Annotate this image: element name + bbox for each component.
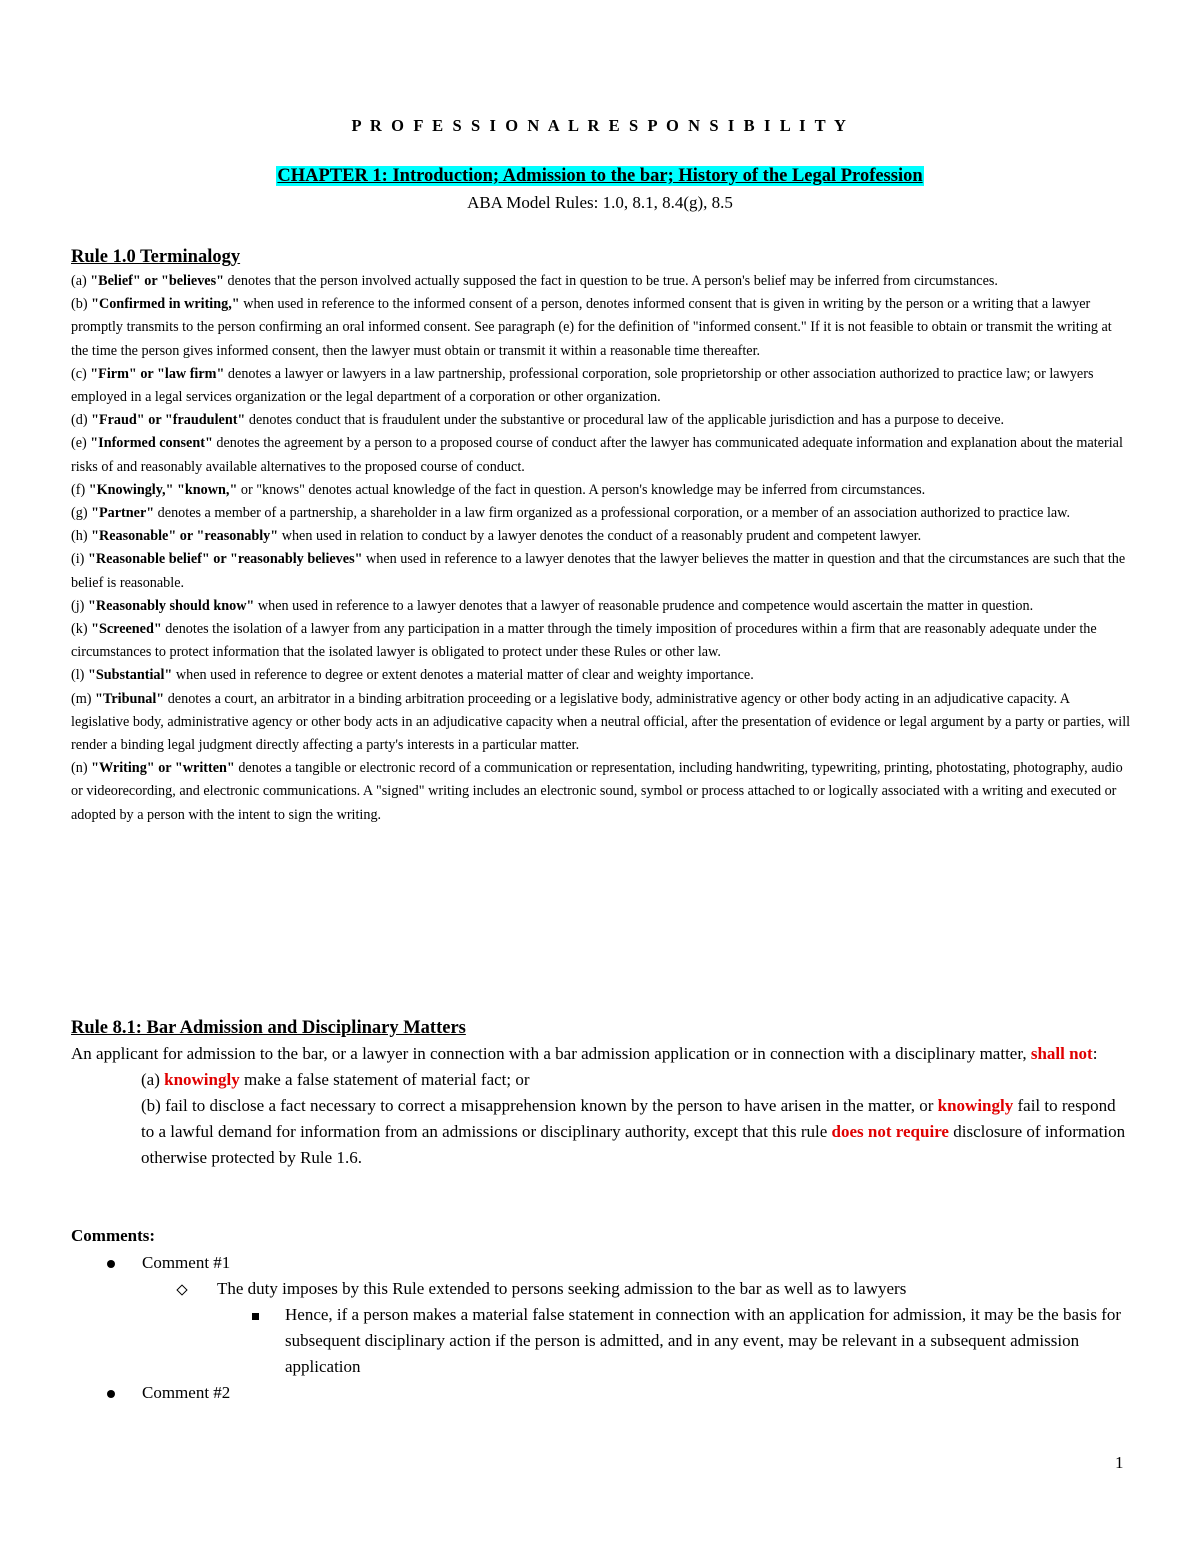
definition-label: (l) [71,667,88,684]
definition-term: "Confirmed in writing," [91,296,240,313]
definition-label: (e) [71,435,91,452]
definition-item [71,525,1131,548]
definition-text: denotes a tangible or electronic record of a communication or representation, including handwriting, typewriting, printing, photostating, photography, audio or videorecording, and electronic communications. A "signed" writing includes an electronic sound, symbol or process attached to or logically associated with a writing and executed or adopted by a person with the intent to sign the writing. [71,760,1123,823]
definition-term: "Partner" [91,505,155,522]
definition-text: or "knows" denotes actual knowledge of the fact in question. A person's knowledge may be inferred from circumstances. [237,481,926,498]
definition-label: (d) [71,412,92,429]
definition-item [71,664,1131,687]
definition-label: (f) [71,481,89,498]
definition-item [71,502,1131,525]
filled-circle-bullet-icon [107,1380,115,1406]
comments-heading: Comments: [71,1226,156,1245]
definition-text: when used in reference to the informed consent of a person, denotes informed consent that is given in writing by the person or a writing that a lawyer promptly transmits to the person confirming an oral informed consent. See paragraph (e) for the definition of "informed consent." If it is not feasible to obtain or transmit the writing at the time the person gives informed consent, then the lawyer must obtain or transmit it within a reasonable time thereafter. [71,296,1112,359]
chapter-heading: CHAPTER 1: Introduction; Admission to the bar; History of the Legal Profession [277,166,923,186]
emphasis-does-not-require: does not require [831,1122,949,1141]
definition-term: "Substantial" [87,667,173,684]
definition-list [71,270,1131,827]
definition-item [71,432,1131,478]
comment-1-label: Comment #1 [142,1253,231,1272]
definition-term: "Screened" [91,621,162,638]
definition-label: (b) [71,296,92,313]
definition-text: denotes the agreement by a person to a proposed course of conduct after the lawyer has communicated adequate information and explanation about the material risks of and reasonably available alternatives to the proposed course of conduct. [71,435,1123,475]
definition-text: denotes the isolation of a lawyer from any participation in a matter through the timely imposition of procedures within a firm that are reasonably adequate under the circumstances to protect information that the isolated lawyer is obligated to protect under these Rules or other law. [71,621,1097,661]
definition-item [71,479,1131,502]
rule-1-0-section [71,246,1131,827]
rule-8-1-intro [71,1041,1131,1067]
item-b-prefix: (b) fail to disclose a fact necessary to correct a misapprehension known by the person to have arisen in the matter, or [141,1096,938,1115]
emphasis-knowingly: knowingly [164,1070,240,1089]
comment-1-subsub-text: Hence, if a person makes a material false statement in connection with an application for admission, it may be the basis for subsequent disciplinary action if the person is admitted, and in any event, may be relevant in a subsequent admission application [285,1305,1122,1376]
definition-text: when used in reference to a lawyer denotes that a lawyer of reasonable prudence and competence would ascertain the matter in question. [254,597,1034,614]
definition-label: (i) [71,551,88,568]
definition-term: "Belief" or "believes" [90,273,224,289]
definition-item [71,595,1131,618]
definition-term: "Knowingly," "known," [88,481,238,498]
definition-text: when used in reference to degree or extent denotes a material matter of clear and weighty importance. [172,667,754,684]
definition-text: denotes a member of a partnership, a shareholder in a law firm organized as a professional corporation, or a member of an association authorized to practice law. [154,505,1071,522]
definition-item [71,270,1131,293]
list-item [71,1250,1131,1276]
definition-term: "Writing" or "written" [91,760,235,777]
list-item [71,1302,1131,1380]
hollow-diamond-bullet-icon [178,1276,186,1302]
chapter-heading-line [0,166,1200,187]
definition-term: "Firm" or "law firm" [90,365,225,382]
intro-end: : [1092,1044,1098,1063]
comment-2-label: Comment #2 [142,1383,231,1402]
item-a-prefix: (a) [141,1070,165,1089]
definition-term: "Reasonably should know" [87,597,255,614]
definition-item [71,409,1131,432]
definition-label: (n) [71,760,92,777]
model-rules-line: ABA Model Rules: 1.0, 8.1, 8.4(g), 8.5 [467,193,733,212]
item-a-text: make a false statement of material fact; or [239,1070,530,1089]
definition-term: "Informed consent" [90,435,213,452]
item-b-mid: fail to respond to a lawful demand for information from an admissions or disciplinary authority, except that this rule [141,1096,1116,1141]
definition-text: when used in relation to conduct by a lawyer denotes the conduct of a reasonably prudent and competent lawyer. [278,528,922,545]
definition-text: denotes a lawyer or lawyers in a law partnership, professional corporation, sole proprietorship or other association authorized to practice law; or lawyers employed in a legal services organization or the legal department of a corporation or other organization. [71,365,1094,406]
definition-label: (c) [71,365,91,382]
definition-item [71,757,1131,827]
rule-8-1-section [71,1017,1131,1171]
definition-term: "Reasonable belief" or "reasonably believes" [87,551,363,568]
definition-label: (k) [71,621,92,638]
definition-label: (j) [71,597,88,614]
comments-section [71,1224,1131,1406]
rule-8-1-item-a [71,1067,1131,1093]
definition-label: (g) [71,505,92,522]
definition-text: when used in reference to a lawyer denotes that the lawyer believes the matter in question and that the circumstances are such that the belief is reasonable. [71,551,1126,591]
list-item [71,1276,1131,1302]
definition-label: (h) [71,528,92,545]
definition-item [71,618,1131,664]
emphasis-shall-not: shall not [1030,1044,1093,1063]
page-number: 1 [1115,1453,1124,1472]
list-item [71,1380,1131,1406]
comment-1-sub-text: The duty imposes by this Rule extended to persons seeking admission to the bar as well as to lawyers [217,1279,907,1298]
emphasis-knowingly: knowingly [937,1096,1014,1115]
definition-label: (a) [71,273,91,289]
definition-term: "Reasonable" or "reasonably" [91,528,279,545]
definition-item [71,293,1131,363]
rule-8-1-heading: Rule 8.1: Bar Admission and Disciplinary Matters [71,1018,466,1038]
definition-text: denotes that the person involved actually supposed the fact in question to be true. A person's belief may be inferred from circumstances. [223,273,998,289]
intro-text: An applicant for admission to the bar, or a lawyer in connection with a bar admission application or in connection with a disciplinary matter, [71,1044,1031,1063]
definition-text: denotes a court, an arbitrator in a binding arbitration proceeding or a legislative body, administrative agency or other body acting in an adjudicative capacity. A legislative body, administrative agency or other body acts in an adjudicative capacity when a neutral official, after the presentation of evidence or legal argument by a party or parties, will render a binding legal judgment directly affecting a party's interests in a particular matter. [71,690,1131,754]
definition-term: "Tribunal" [95,690,165,707]
square-bullet-icon [252,1302,259,1328]
definition-item [71,548,1131,594]
filled-circle-bullet-icon [107,1250,115,1276]
definition-label: (m) [71,690,96,707]
definition-term: "Fraud" or "fraudulent" [91,412,246,429]
definition-item [71,363,1131,409]
item-b-end: disclosure of information otherwise protected by Rule 1.6. [141,1122,1126,1167]
document-title: P R O F E S S I O N A L R E S P O N S I B I L I T Y [351,116,849,135]
definition-text: denotes conduct that is fraudulent under the substantive or procedural law of the applicable jurisdiction and has a purpose to deceive. [245,412,1005,429]
definition-item [71,688,1131,758]
rule-8-1-item-b [71,1093,1131,1171]
rule-1-0-heading: Rule 1.0 Terminalogy [71,247,241,267]
